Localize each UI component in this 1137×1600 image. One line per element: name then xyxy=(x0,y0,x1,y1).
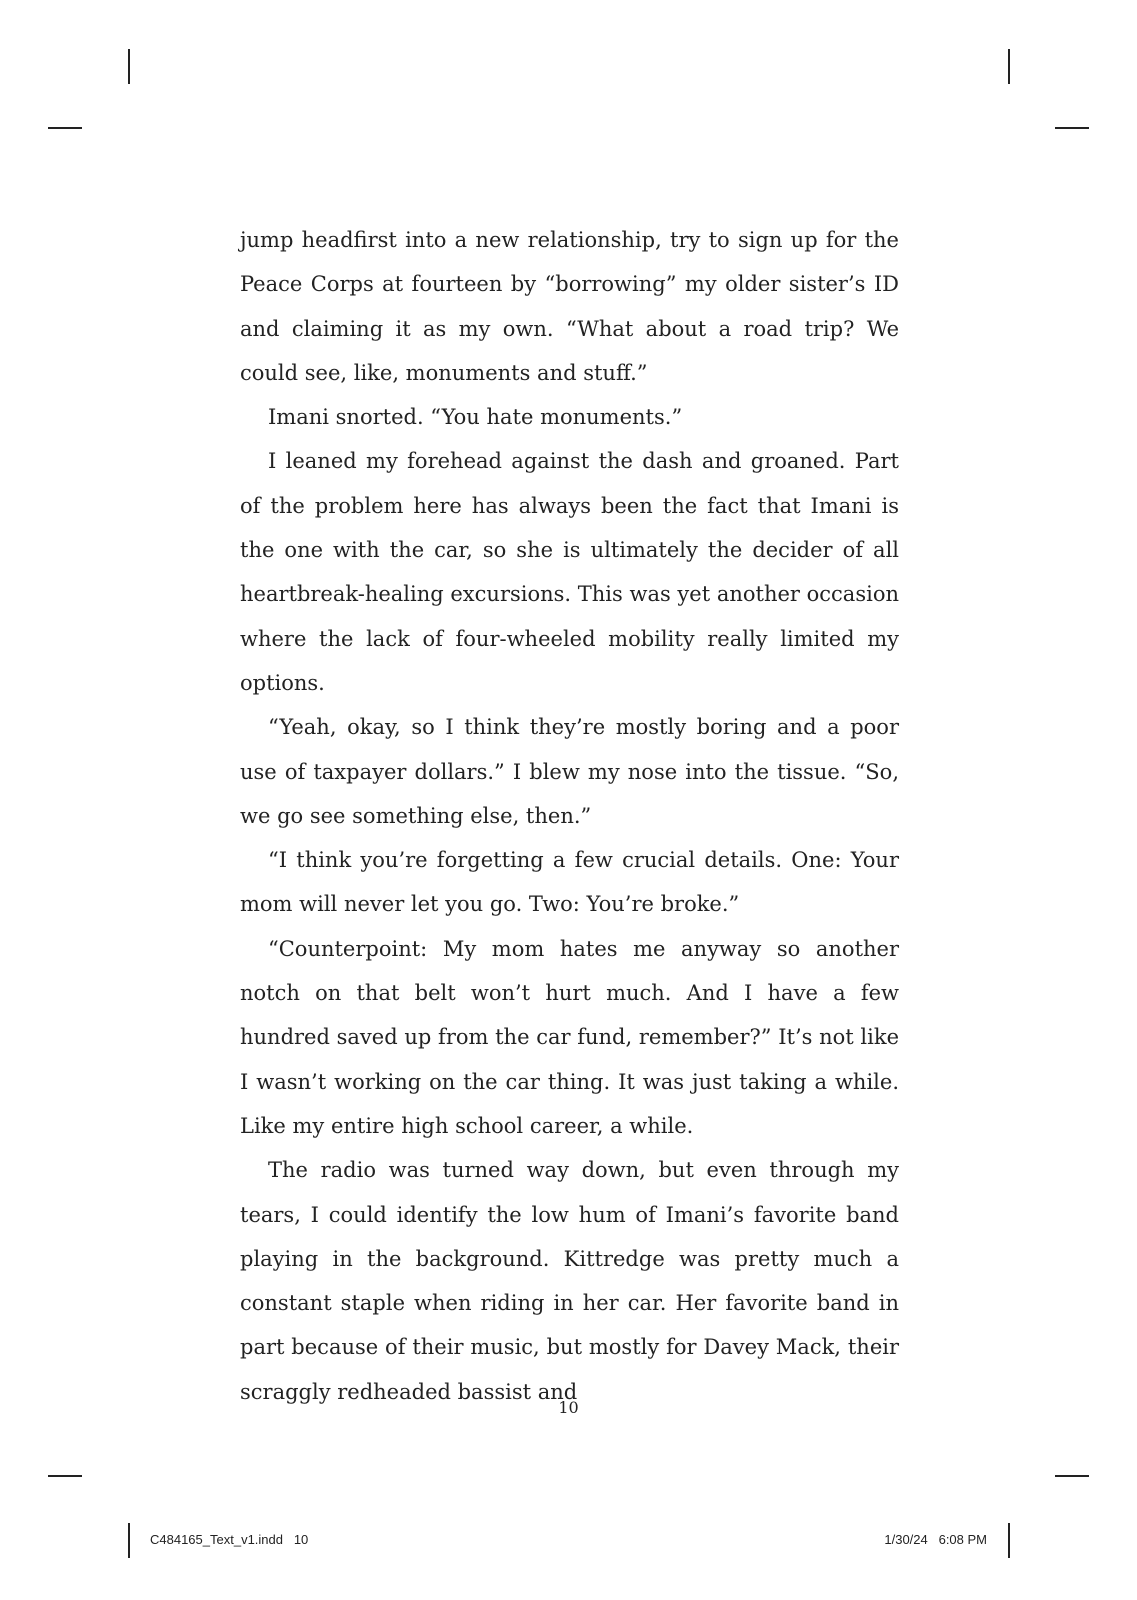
crop-mark-bottom-right-horizontal xyxy=(1055,1475,1089,1477)
crop-mark-top-left-horizontal xyxy=(48,127,82,129)
paragraph: “I think you’re forgetting a few crucial details. One: Your mom will never let you go. Two: You’re broke.” xyxy=(240,848,899,917)
body-text xyxy=(240,218,899,1414)
crop-mark-bottom-left-vertical xyxy=(128,1523,130,1558)
slug-file-name: C484165_Text_v1.indd 10 xyxy=(150,1532,309,1547)
paragraph: “Yeah, okay, so I think they’re mostly boring and a poor use of taxpayer dollars.” I blew my nose into the tissue. “So, we go see something else, then.” xyxy=(240,715,899,828)
crop-mark-bottom-left-horizontal xyxy=(48,1475,82,1477)
paragraph: The radio was turned way down, but even through my tears, I could identify the low hum of Imani’s favorite band playing in the background. Kittredge was pretty much a constant staple when riding in her car. Her favorite band in part because of their music, but mostly for Davey Mack, their scraggly redheaded bassist and xyxy=(240,1158,899,1404)
paragraph: Imani snorted. “You hate monuments.” xyxy=(268,405,683,430)
paragraph: “Counterpoint: My mom hates me anyway so another notch on that belt won’t hurt much. And I have a few hundred saved up from the car fund, remember?” It’s not like I wasn’t working on the car thing. It was just taking a while. Like my entire high school career, a while. xyxy=(240,936,899,1138)
crop-mark-bottom-right-vertical xyxy=(1008,1523,1010,1558)
crop-mark-top-right-horizontal xyxy=(1055,127,1089,129)
page-number: 10 xyxy=(558,1398,579,1417)
paragraph: I leaned my forehead against the dash and groaned. Part of the problem here has always been the fact that Imani is the one with the car, so she is ultimately the decider of all heartbreak-healing excursions. This was yet another occasion where the lack of four-wheeled mobility really limited my options. xyxy=(240,449,899,695)
slug-timestamp: 1/30/24 6:08 PM xyxy=(884,1532,987,1547)
crop-mark-top-right-vertical xyxy=(1008,49,1010,84)
crop-mark-top-left-vertical xyxy=(128,49,130,84)
paragraph: jump headfirst into a new relationship, try to sign up for the Peace Corps at fourteen by “borrowing” my older sister’s ID and claiming it as my own. “What about a road trip? We could see, like, monuments and stuff.” xyxy=(240,228,899,385)
